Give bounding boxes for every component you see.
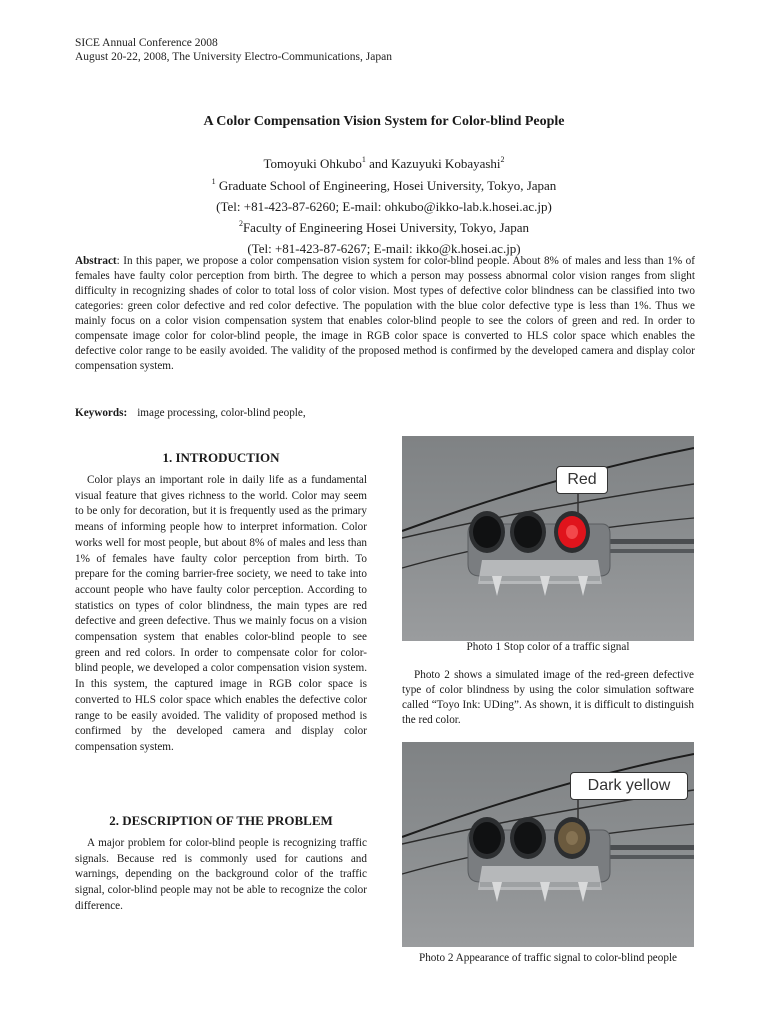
keywords xyxy=(75,406,695,421)
photo-1-traffic-signal xyxy=(402,436,694,641)
author-2: Kazuyuki Kobayashi xyxy=(391,156,501,171)
photo-2-caption: Photo 2 Appearance of traffic signal to color-blind people xyxy=(418,952,678,964)
keywords-text: image processing, color-blind people, xyxy=(137,407,306,419)
abstract-label: Abstract xyxy=(75,255,117,267)
photo-2-traffic-signal xyxy=(402,742,694,947)
contact-2: (Tel: +81-423-87-6267; E-mail: ikko@k.hosei.ac.jp) xyxy=(247,241,521,256)
author-1-sup: 1 xyxy=(361,155,366,164)
paper-title: A Color Compensation Vision System for Color-blind People xyxy=(203,114,565,129)
author-1: Tomoyuki Ohkubo xyxy=(263,156,362,171)
affiliation-2 xyxy=(0,220,768,236)
section-heading-introduction: 1. INTRODUCTION xyxy=(162,450,280,465)
problem-text: A major problem for color-blind people is recognizing traffic signals. Because red is commonly used for cautions and warnings, depending on the background color of the traffic signal, color-blind people may not be able to recognize the color difference. xyxy=(75,837,367,912)
contact-1: (Tel: +81-423-87-6260; E-mail: ohkubo@ikko-lab.k.hosei.ac.jp) xyxy=(216,199,552,214)
affiliation-1-text: Graduate School of Engineering, Hosei University, Tokyo, Japan xyxy=(215,178,557,193)
section-heading-problem: 2. DESCRIPTION OF THE PROBLEM xyxy=(109,813,333,828)
introduction-text: Color plays an important role in daily life as a fundamental visual feature that gives richness to the world. Color may seem to be only for decoration, but it is frequently used as the primary means of informing people how to interpret information. Color works well for most people, but about 8% of males and less than 1% of females have faulty color perception from birth. To prepare for the coming barrier-free society, we need to take into account people who have faulty color perception. According to statistics on types of color blindness, the main types are red defective and green defective. Thus we mainly focus on a vision compensation system that enables color-blind people to see green and red colors. In order to compensate color for color-blind people, we developed a color compensation vision system. In this system, the captured image in RGB color space is converted to HLS color space which enables the defective color range to be easily avoided. The validity of proposed method is confirmed by the developed camera and display color compensation system. xyxy=(75,474,367,753)
affiliation-2-text: Faculty of Engineering Hosei University, Tokyo, Japan xyxy=(242,220,530,235)
keywords-label: Keywords: xyxy=(75,407,128,419)
affiliation-2-sup: 2 xyxy=(238,219,243,228)
conference-name: SICE Annual Conference 2008 xyxy=(75,37,218,49)
abstract xyxy=(75,254,695,374)
author-2-sup: 2 xyxy=(500,155,505,164)
conference-dates-location: August 20-22, 2008, The University Electro-Communications, Japan xyxy=(75,51,392,63)
author-line xyxy=(0,156,768,172)
photo-1-caption: Photo 1 Stop color of a traffic signal xyxy=(466,641,630,653)
photo-1-bubble: Red xyxy=(556,466,608,494)
affiliation-1 xyxy=(0,178,768,194)
photo-2-description: Photo 2 shows a simulated image of the red-green defective type of color blindness by using the color simulation software called “Toyo Ink: UDing”. As shown, it is difficult to distinguish the red color. xyxy=(402,669,694,726)
author-and: and xyxy=(365,156,392,171)
affiliation-1-sup: 1 xyxy=(211,177,216,186)
photo-2-bubble: Dark yellow xyxy=(570,772,688,800)
traffic-signal-illustration xyxy=(402,436,694,641)
abstract-text: : In this paper, we propose a color compensation vision system for color-blind people. About 8% of males and less than 1% of females have faulty color perception from birth. The degree to which a person may possess abnormal color vision ranges from slight difficulty in recognizing shades of color to total loss of color vision. Most types of defective color blindness can be classified into two categories: green color defective and red color defective. The population with the blue color defective type is less than 1%. Thus we mainly focus on a color vision compensation system that enables color-blind people to see the colors of green and red. In order to compensate image color for color-blind people, the image in RGB color space is converted to HLS color space which enables the defective color range to be easily avoided. The validity of the proposed method is confirmed by the developed camera and display color compensation system. xyxy=(75,255,695,372)
